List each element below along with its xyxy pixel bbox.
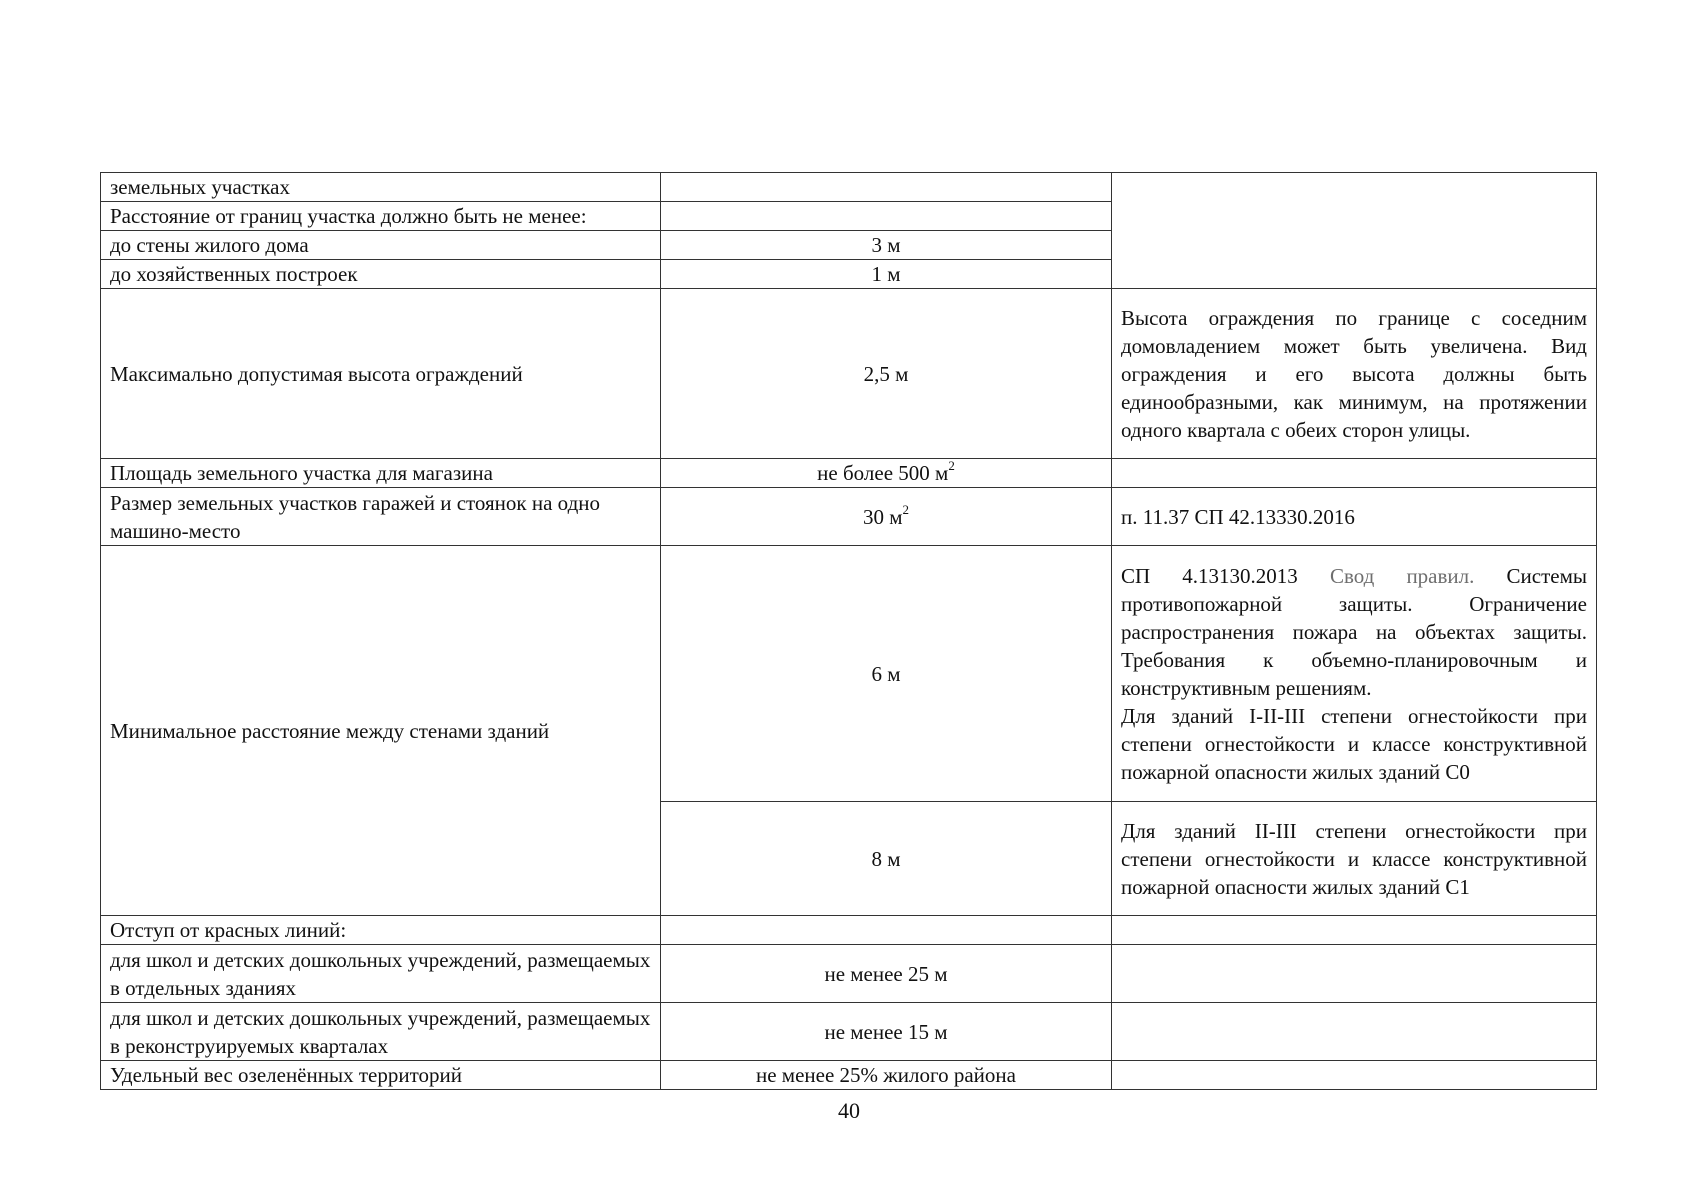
value-cell: 2,5 м — [661, 289, 1112, 459]
table-row — [101, 488, 1597, 546]
value-cell: не менее 25% жилого района — [661, 1061, 1112, 1090]
param-cell: Площадь земельного участка для магазина — [101, 459, 661, 488]
table-row — [101, 546, 1597, 802]
param-cell: для школ и детских дошкольных учреждений, размещаемых в реконструируемых кварталах — [101, 1003, 661, 1061]
value-cell — [661, 202, 1112, 231]
value-cell: не менее 25 м — [661, 945, 1112, 1003]
value-cell — [661, 459, 1112, 488]
param-cell: Максимально допустимая высота ограждений — [101, 289, 661, 459]
value-cell — [661, 916, 1112, 945]
table-row — [101, 289, 1597, 459]
page-number: 40 — [838, 1098, 860, 1123]
table-row — [101, 173, 1597, 202]
param-cell: земельных участках — [101, 173, 661, 202]
note-cell — [1112, 1061, 1597, 1090]
value-cell: не менее 15 м — [661, 1003, 1112, 1061]
note-cell: Для зданий II-III степени огнестойкости при степени огнестойкости и классе конструктивной пожарной опасности жилых зданий С1 — [1112, 802, 1597, 916]
note-cell — [1112, 173, 1597, 289]
note-cell: п. 11.37 СП 42.13330.2016 — [1112, 488, 1597, 546]
value-text: 30 м — [862, 504, 903, 529]
value-text: не более 500 м — [817, 461, 949, 485]
param-cell: Расстояние от границ участка должно быть не менее: — [101, 202, 661, 231]
note-text: Системы противопожарной защиты. Ограничение распространения пожара на объектах защиты. Требования к объемно-планировочным и конструктивным решениям. — [1121, 563, 1587, 700]
note-cell — [1112, 1003, 1597, 1061]
note-code: СП 4.13130.2013 — [1121, 563, 1298, 588]
value-cell: 8 м — [661, 802, 1112, 916]
value-cell: 3 м — [661, 231, 1112, 260]
superscript: 2 — [948, 458, 955, 473]
table-row — [101, 916, 1597, 945]
param-cell: Отступ от красных линий: — [101, 916, 661, 945]
value-cell — [661, 173, 1112, 202]
param-cell: Минимальное расстояние между стенами зданий — [101, 546, 661, 916]
note-cell — [1112, 945, 1597, 1003]
table-row — [101, 1003, 1597, 1061]
regulations-table — [100, 172, 1597, 1090]
table-row — [101, 1061, 1597, 1090]
value-cell — [661, 488, 1112, 546]
superscript: 2 — [902, 501, 910, 517]
note-muted: Свод правил. — [1329, 563, 1475, 588]
param-cell: до стены жилого дома — [101, 231, 661, 260]
note-cell: Высота ограждения по границе с соседним домовладением может быть увеличена. Вид ограждения и его высота должны быть единообразными, как минимум, на протяжении одного квартала с обеих сторон улицы. — [1112, 289, 1597, 459]
table-row — [101, 459, 1597, 488]
note-cell — [1112, 916, 1597, 945]
value-cell: 1 м — [661, 260, 1112, 289]
param-cell: Размер земельных участков гаражей и стоянок на одно машино-место — [101, 488, 661, 546]
param-cell: Удельный вес озеленённых территорий — [101, 1061, 661, 1090]
note-extra: Для зданий I-II-III степени огнестойкости при степени огнестойкости и классе конструктивной пожарной опасности жилых зданий С0 — [1121, 703, 1587, 784]
value-cell: 6 м — [661, 546, 1112, 802]
param-cell: до хозяйственных построек — [101, 260, 661, 289]
note-cell — [1112, 459, 1597, 488]
note-cell — [1112, 546, 1597, 802]
param-cell: для школ и детских дошкольных учреждений, размещаемых в отдельных зданиях — [101, 945, 661, 1003]
table-row — [101, 945, 1597, 1003]
